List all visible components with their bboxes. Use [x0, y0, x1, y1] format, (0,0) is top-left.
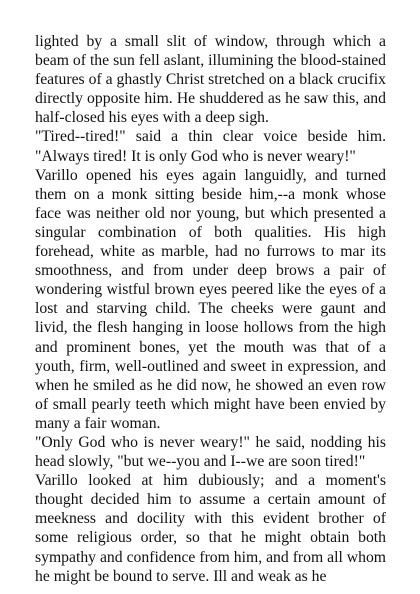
paragraph-5: Varillo looked at him dubiously; and a moment's thought decided him to assume a certain amount of meekness and docility with this evident brother of some religious order, so that he might obtain both sympathy and confidence from him, and from all whom he might be bound to serve. Ill and weak as he — [35, 472, 386, 585]
paragraph-3: Varillo opened his eyes again languidly, and turned them on a monk sitting beside him,--a monk whose face was neither old nor young, but which presented a singular combination of both qualities. His high forehead, white as marble, had no furrows to mar its smoothness, and from under deep brows a pair of wondering wistful brown eyes peered like the eyes of a lost and starving child. The cheeks were gaunt and livid, the flesh hanging in loose hollows from the high and prominent bones, yet the mouth was that of a youth, firm, well-outlined and sweet in expression, and when he smiled as he did now, he showed an even row of small pearly teeth which might have been envied by many a fair woman. — [35, 166, 386, 432]
paragraph-2: "Tired--tired!" said a thin clear voice beside him. "Always tired! It is only God who is never weary!" — [35, 128, 386, 165]
paragraph-4: "Only God who is never weary!" he said, nodding his head slowly, "but we--you and I--we are soon tired!" — [35, 433, 386, 471]
paragraph-1: lighted by a small slit of window, through which a beam of the sun fell aslant, illumining the blood-stained features of a ghastly Christ stretched on a black crucifix directly opposite him. He shuddered as he saw this, and half-closed his eyes with a deep sigh. — [35, 33, 386, 127]
